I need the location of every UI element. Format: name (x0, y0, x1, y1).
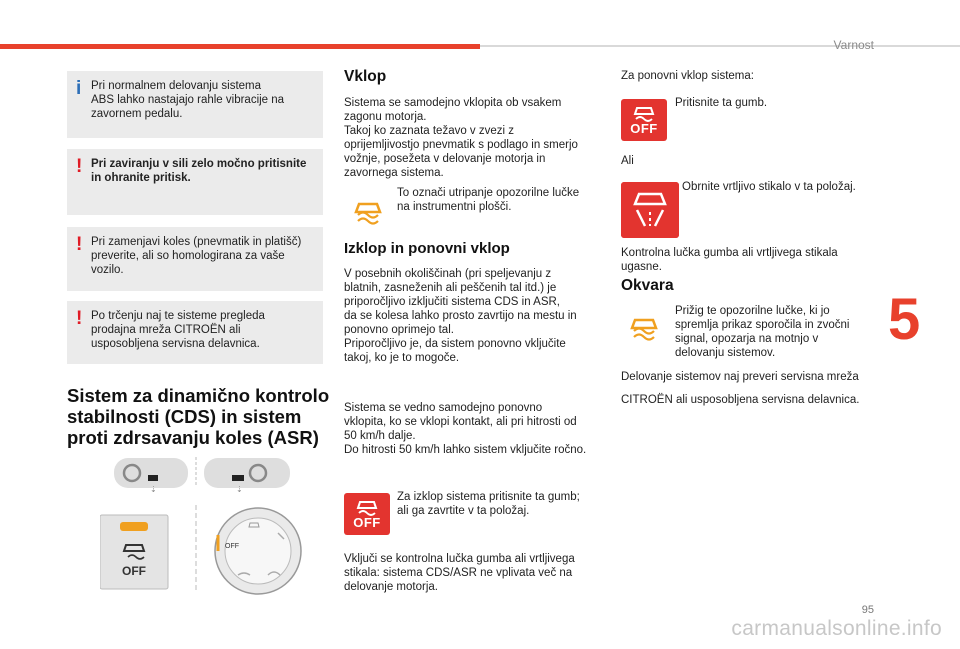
car-skid-icon (633, 106, 655, 122)
izklop-body-2: Sistema se vedno samodejno ponovno vklopita, ko se vklopi kontakt, ali pri hitrosti od 50 km/h dalje. Do hitrosti 50 km/h lahko sistem vključite ročno. (344, 402, 587, 456)
watermark: carmanualsonline.info (731, 617, 942, 640)
knob-off-label: OFF (225, 543, 239, 550)
warning-icon: ! (76, 308, 83, 329)
page-number: 95 (861, 604, 874, 616)
esp-warning-icon (351, 193, 385, 227)
ponovni-turn-text: Obrnite vrtljivo stikalo v ta položaj. (682, 181, 856, 193)
okvara-text-2: CITROËN ali usposobljena servisna delavnica. (621, 394, 860, 406)
note-text: Pri normalnem delovanju sistema ABS lahko nastajajo rahle vibracije na zavornem pedalu. (91, 80, 285, 120)
warning-icon: ! (76, 156, 83, 177)
info-note (67, 71, 323, 138)
svg-text:⇣: ⇣ (150, 485, 157, 494)
cds-section-title: Sistem za dinamično kontrolo stabilnosti (CDS) in sistem proti zdrsavanju koles (ASR) (67, 385, 330, 448)
steering-panel-right (204, 458, 290, 488)
header-accent-bar (0, 44, 480, 49)
okvara-heading: Okvara (621, 277, 674, 294)
info-icon: i (76, 78, 82, 99)
car-skid-icon (356, 500, 378, 516)
esp-off-button-icon (621, 99, 667, 141)
vklop-body: Sistema se samodejno vklopita ob vsakem zagonu motorja. Takoj ko zaznata težavo v zvezi z oprijemljivostjo pnevmatik s podlago in smerjo vožnje, posežeta v delovanje motorja in zavornega sistema. (344, 97, 578, 179)
off-label: OFF (122, 564, 146, 578)
ponovni-intro: Za ponovni vklop sistema: (621, 70, 754, 82)
ponovni-press-text: Pritisnite ta gumb. (675, 97, 768, 109)
ponovni-or: Ali (621, 155, 634, 167)
header-rule (480, 45, 960, 47)
esp-knob-icon (621, 182, 679, 238)
warning-note (67, 227, 323, 291)
note-text: Pri zaviranju v sili zelo močno pritisnite in ohranite pritisk. (91, 158, 307, 184)
ponovni-footer: Kontrolna lučka gumba ali vrtljivega stikala ugasne. (621, 247, 838, 273)
amber-indicator (120, 522, 148, 531)
izklop-body: V posebnih okoliščinah (pri speljevanju z blatnih, zasneženih ali peščenih tal itd.) je priporočljivo izključiti sistema CDS in ASR, da se kolesa lahko prosto zavrtijo na mestu in ponovno oprimejo tal. Priporočljivo je, da sistem ponovno vključite takoj, ko je to mogoče. (344, 268, 577, 364)
okvara-icon-text: Prižig te opozorilne lučke, ki jo spremlja prikaz sporočila in zvočni signal, opozarja na motnjo v delovanju sistemov. (675, 305, 850, 359)
vklop-icon-text: To označi utripanje opozorilne lučke na instrumentni plošči. (397, 187, 580, 213)
warning-note (67, 149, 323, 215)
izklop-heading: Izklop in ponovni vklop (344, 240, 510, 257)
izklop-footer: Vključi se kontrolna lučka gumba ali vrtljivega stikala: sistema CDS/ASR ne vplivata več na delovanje motorja. (344, 553, 575, 593)
izklop-icon-text: Za izklop sistema pritisnite ta gumb; ali ga zavrtite v ta položaj. (397, 491, 580, 517)
section-title: Varnost (833, 38, 874, 52)
esp-off-button-icon (344, 493, 390, 535)
off-label: OFF (630, 120, 658, 136)
vklop-heading: Vklop (344, 68, 387, 85)
note-text: Po trčenju naj te sisteme pregleda prodajna mreža CITROËN ali usposobljena servisna delavnica. (91, 310, 265, 350)
chapter-number: 5 (888, 287, 921, 352)
off-label: OFF (353, 514, 381, 530)
esp-warning-icon (627, 309, 661, 343)
warning-note (67, 301, 323, 364)
note-text: Pri zamenjavi koles (pnevmatik in platišč) preverite, ali so homologirana za vaše vozilo. (91, 236, 302, 276)
dashboard-controls-illustration (100, 455, 330, 595)
okvara-text-1: Delovanje sistemov naj preveri servisna mreža (621, 371, 859, 383)
svg-text:⇣: ⇣ (236, 485, 243, 494)
warning-icon: ! (76, 234, 83, 255)
